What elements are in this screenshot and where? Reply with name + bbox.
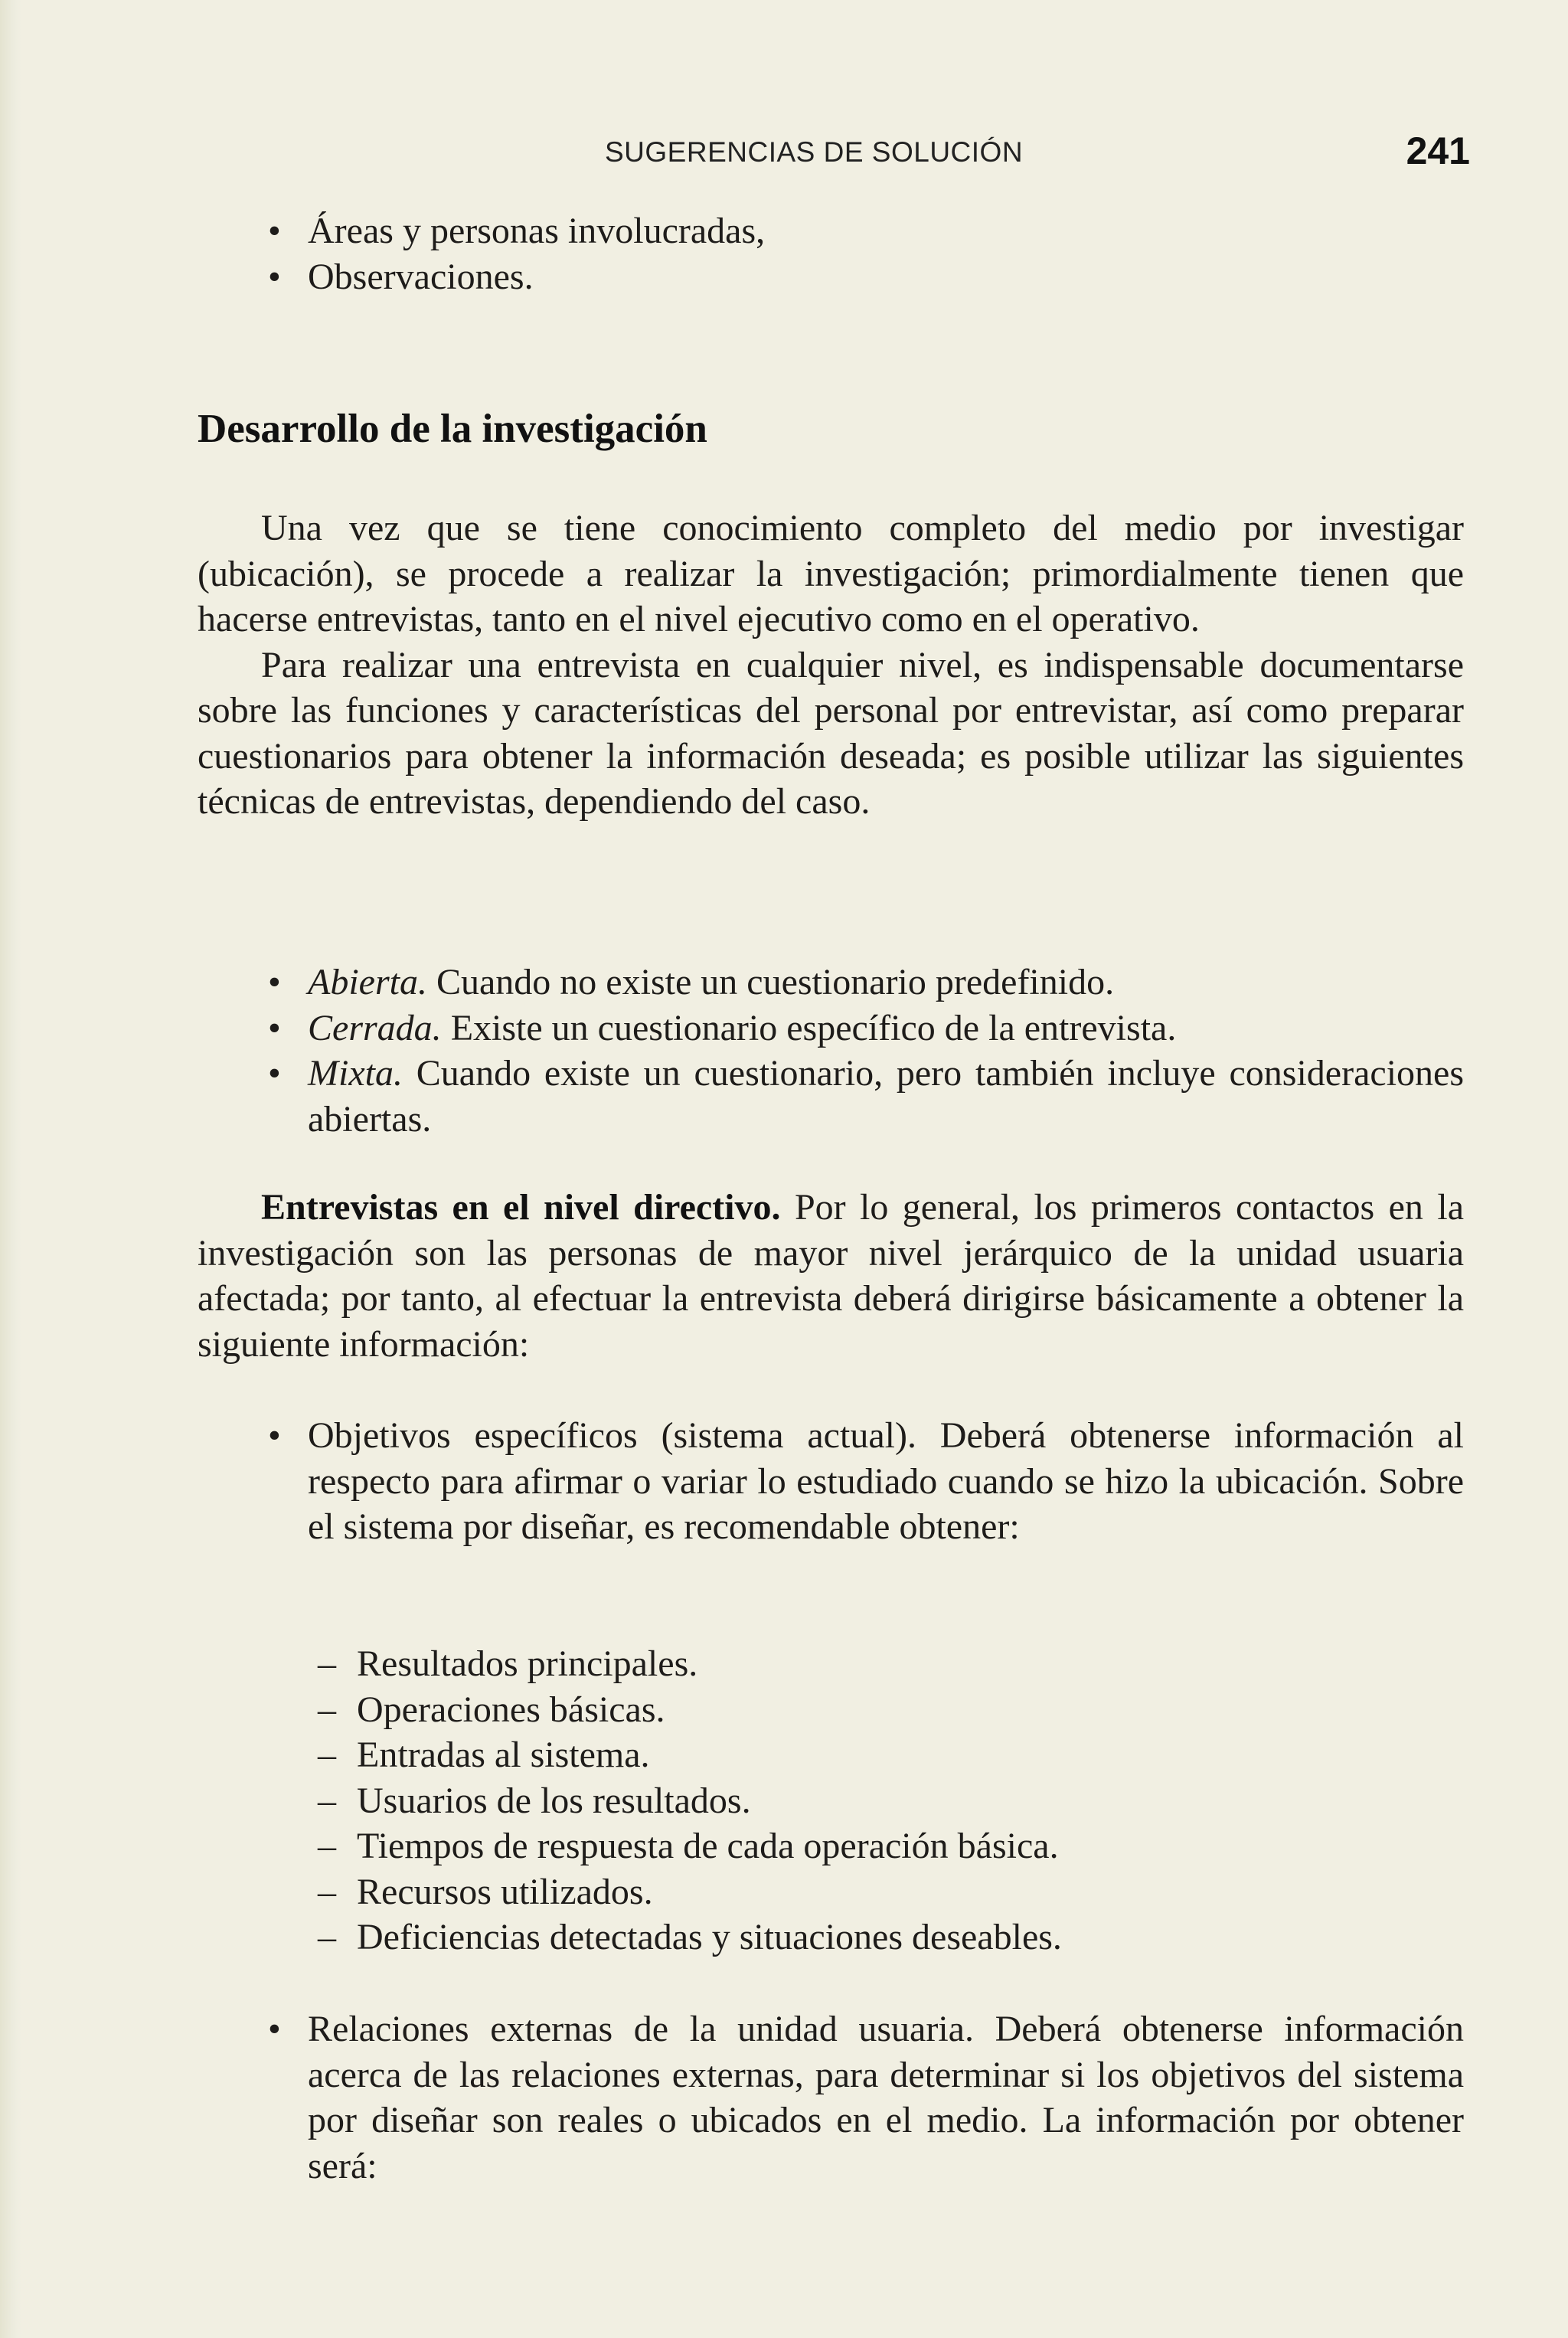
- technique-text: Cuando existe un cuestionario, pero también incluye consideraciones abiertas.: [308, 1053, 1465, 1140]
- relations-block: [198, 2006, 1464, 2189]
- technique-term: Cerrada.: [308, 1007, 442, 1048]
- dash-icon: –: [318, 1917, 336, 1957]
- techniques-block: [198, 960, 1464, 1142]
- technique-term: Abierta.: [308, 962, 427, 1002]
- list-item: [198, 1006, 1464, 1051]
- bullet-icon: •: [268, 211, 281, 251]
- paragraph: [198, 1185, 1464, 1367]
- list-item: [198, 254, 1464, 300]
- dash-item: [198, 1732, 1464, 1778]
- technique-text: Cuando no existe un cuestionario predefinido.: [436, 962, 1115, 1002]
- dash-item: [198, 1687, 1464, 1733]
- top-list-block: [198, 208, 1464, 299]
- list-item: [198, 960, 1464, 1006]
- dash-item-text: Operaciones básicas.: [357, 1689, 665, 1730]
- dash-icon: –: [318, 1689, 336, 1730]
- dash-item-text: Recursos utilizados.: [357, 1871, 653, 1912]
- paragraph: Para realizar una entrevista en cualquier nivel, es indispensable documentarse sobre las funciones y características del personal por entrevistar, así como preparar cuestionarios para obtener la información deseada; es posible utilizar las siguientes técnicas de entrevistas, dependiendo del caso.: [198, 644, 1464, 822]
- list-item: [198, 1051, 1464, 1142]
- paragraph-text: Por lo general, los primeros contactos en la investigación son las personas de mayor nivel jerárquico de la unidad usuaria afectada; por tanto, al efectuar la entrevista deberá dirigirse básicamente a obtener la siguiente información:: [198, 1187, 1464, 1365]
- run-in-heading: Entrevistas en el nivel directivo.: [261, 1187, 781, 1228]
- technique-term: Mixta.: [308, 1053, 403, 1094]
- dash-item: [198, 1641, 1464, 1687]
- objectives-list: [198, 1413, 1464, 1550]
- top-bullet-list: [198, 208, 1464, 299]
- dash-icon: –: [318, 1780, 336, 1821]
- list-item-text: Objetivos específicos (sistema actual). Deberá obtenerse información al respecto para afirmar o variar lo estudiado cuando se hizo la ubicación. Sobre el sistema por diseñar, es recomendable obtener:: [308, 1415, 1464, 1547]
- list-item-text: Áreas y personas involucradas,: [308, 211, 766, 251]
- page-edge-shadow: [0, 0, 21, 2338]
- dash-item: [198, 1915, 1464, 1960]
- dash-icon: –: [318, 1735, 336, 1775]
- directive-block: [198, 1185, 1464, 1367]
- technique-text: Existe un cuestionario específico de la entrevista.: [450, 1007, 1177, 1048]
- list-item-text: Observaciones.: [308, 256, 534, 297]
- bullet-icon: •: [268, 2009, 281, 2049]
- dash-item: [198, 1869, 1464, 1915]
- bullet-icon: •: [268, 1415, 281, 1456]
- dash-icon: –: [318, 1826, 336, 1866]
- dash-list-block: [198, 1641, 1464, 1960]
- bullet-icon: •: [268, 1053, 281, 1094]
- paragraph: Una vez que se tiene conocimiento completo del medio por investigar (ubicación), se procede a realizar la investigación; primordialmente tienen que hacerse entrevistas, tanto en el nivel ejecutivo como en el operativo.: [198, 508, 1464, 639]
- list-item: [198, 2006, 1464, 2189]
- dash-item: [198, 1823, 1464, 1869]
- dash-list: [198, 1641, 1464, 1960]
- bullet-icon: •: [268, 256, 281, 297]
- relations-list: [198, 2006, 1464, 2189]
- objectives-block: [198, 1413, 1464, 1550]
- page-number: 241: [1406, 129, 1470, 172]
- list-item: [198, 208, 1464, 254]
- dash-item-text: Usuarios de los resultados.: [357, 1780, 751, 1821]
- dash-item-text: Tiempos de respuesta de cada operación básica.: [357, 1826, 1059, 1866]
- section-heading: Desarrollo de la investigación: [198, 407, 707, 451]
- dash-item-text: Deficiencias detectadas y situaciones deseables.: [357, 1917, 1062, 1957]
- dash-item-text: Resultados principales.: [357, 1643, 698, 1684]
- section-body: [198, 505, 1464, 825]
- dash-item: [198, 1778, 1464, 1824]
- bullet-icon: •: [268, 962, 281, 1002]
- techniques-list: [198, 960, 1464, 1142]
- dash-icon: –: [318, 1871, 336, 1912]
- dash-item-text: Entradas al sistema.: [357, 1735, 650, 1775]
- bullet-icon: •: [268, 1007, 281, 1048]
- list-item: [198, 1413, 1464, 1550]
- dash-icon: –: [318, 1643, 336, 1684]
- list-item-text: Relaciones externas de la unidad usuaria. Deberá obtenerse información acerca de las relaciones externas, para determinar si los objetivos del sistema por diseñar son reales o ubicados en el medio. La información por obtener será:: [308, 2009, 1464, 2186]
- running-head: SUGERENCIAS DE SOLUCIÓN: [605, 136, 1024, 168]
